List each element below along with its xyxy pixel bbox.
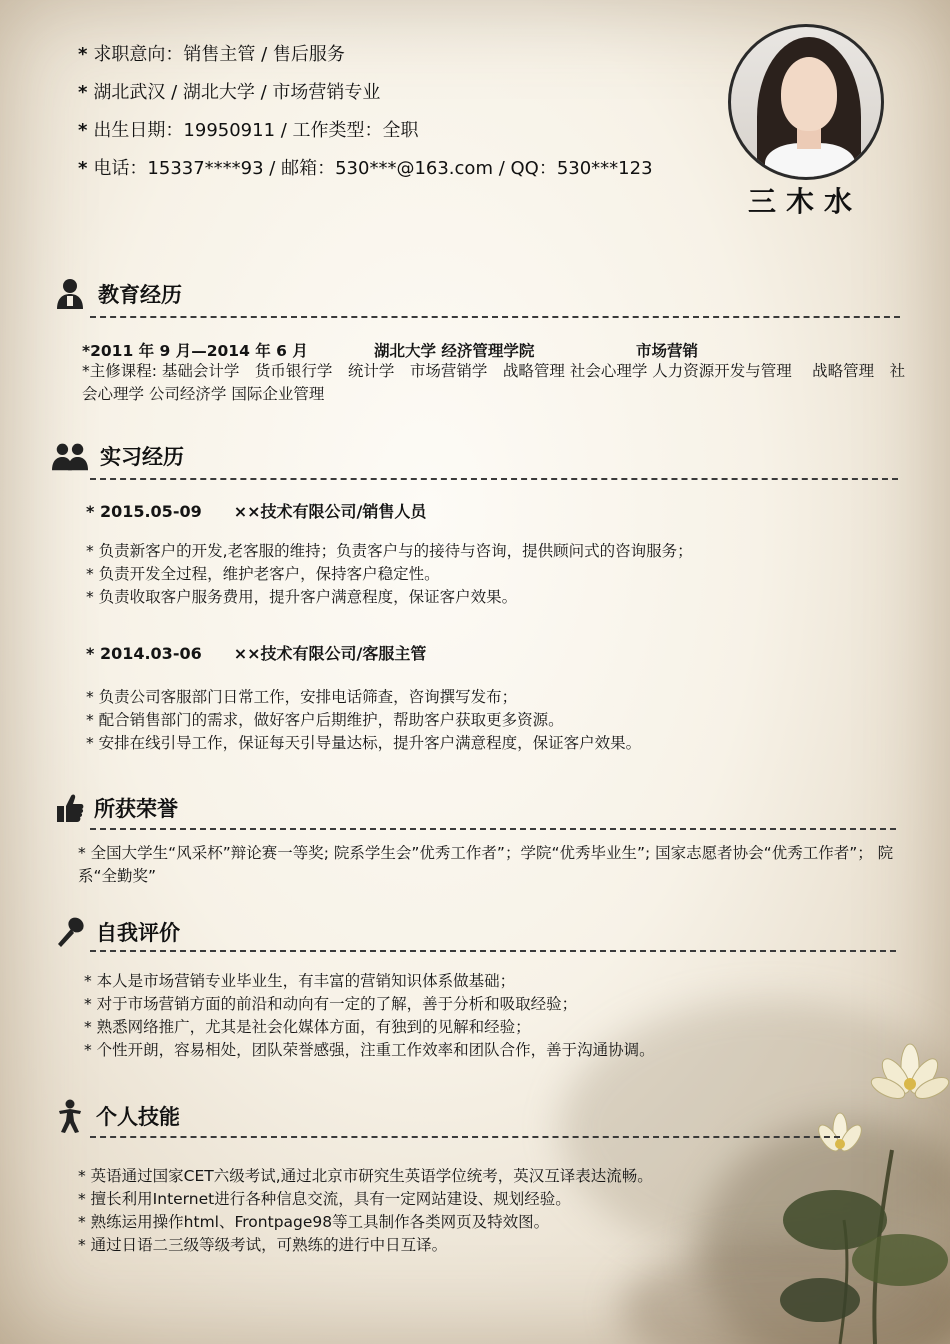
divider [90,1136,840,1138]
list-item: * 负责收取客户服务费用，提升客户满意程度，保证客户效果。 [86,588,518,606]
divider [90,316,900,318]
education-period: *2011 年 9 月—2014 年 6 月 [82,342,308,360]
header-info [78,36,653,188]
education-courses: *主修课程: 基础会计学 货币银行学 统计学 市场营销学 战略管理 社会心理学 人力资源开发与管理 战略管理 社会心理学 公司经济学 国际企业管理 [82,362,906,403]
self-evaluation-list [84,970,655,1062]
person-icon [52,276,88,312]
job-heading: * 2014.03-06 ××技术有限公司/客服主管 [86,644,427,663]
section-title: 个人技能 [96,1105,180,1129]
thumbs-up-icon [52,790,88,826]
honors-section-header [52,790,178,826]
section-title: 自我评价 [96,921,180,945]
candidate-name: 三木水 [747,185,862,218]
list-item: * 个性开朗，容易相处，团队荣誉感强，注重工作效率和团队合作，善于沟通协调。 [84,1041,655,1059]
lotus-decoration [780,1030,950,1344]
avatar [728,24,884,180]
microphone-icon [52,914,88,950]
section-title: 实习经历 [100,445,184,469]
education-major: 市场营销 [636,342,699,360]
job-heading: * 2015.05-09 ××技术有限公司/销售人员 [86,502,427,521]
divider [90,950,896,952]
education-school: 湖北大学 经济管理学院 [374,342,535,360]
section-title: 所获荣誉 [94,797,178,821]
honors-text: * 全国大学生“风采杯”辩论赛一等奖; 院系学生会”优秀工作者”；学院“优秀毕业生”; 国家志愿者协会“优秀工作者”； 院系“全勤奖” [78,844,894,885]
skills-list [78,1165,653,1257]
job-intention-line: * 求职意向：销售主管 / 售后服务 [78,44,345,65]
list-item: * 配合销售部门的需求，做好客户后期维护，帮助客户获取更多资源。 [86,711,564,729]
list-item: * 熟悉网络推广，尤其是社会化媒体方面，有独到的见解和经验； [84,1018,531,1036]
list-item: * 安排在线引导工作，保证每天引导量达标，提升客户满意程度，保证客户效果。 [86,734,642,752]
skills-section-header [52,1098,180,1134]
list-item: * 本人是市场营销专业毕业生，有丰富的营销知识体系做基础； [84,972,516,990]
divider [90,828,896,830]
location-school-line: * 湖北武汉 / 湖北大学 / 市场营销专业 [78,82,381,103]
birth-date-line: * 出生日期：19950911 / 工作类型：全职 [78,120,419,141]
education-section-header [52,276,182,312]
running-person-icon [52,1098,88,1134]
list-item: * 英语通过国家CET六级考试,通过北京市研究生英语学位统考，英汉互译表达流畅。 [78,1167,653,1185]
list-item: * 负责新客户的开发,老客服的维持；负责客户与的接待与咨询，提供顾问式的咨询服务； [86,542,693,560]
list-item: * 熟练运用操作html、Frontpage98等工具制作各类网页及特效图。 [78,1213,550,1231]
job-duties [86,540,693,609]
section-title: 教育经历 [98,283,182,307]
list-item: * 通过日语二三级等级考试，可熟练的进行中日互译。 [78,1236,448,1254]
divider [90,478,898,480]
self-evaluation-section-header [52,914,180,950]
job-duties [86,686,641,755]
internship-section-header [52,438,184,474]
list-item: * 负责公司客服部门日常工作，安排电话筛查，咨询撰写发布； [86,688,518,706]
contact-line: * 电话：15337****93 / 邮箱：530***@163.com / QQ：530***123 [78,158,653,179]
list-item: * 擅长利用Internet进行各种信息交流，具有一定网站建设、规划经验。 [78,1190,571,1208]
people-icon [52,438,88,474]
list-item: * 对于市场营销方面的前沿和动向有一定的了解，善于分析和吸取经验； [84,995,578,1013]
list-item: * 负责开发全过程，维护老客户，保持客户稳定性。 [86,565,440,583]
